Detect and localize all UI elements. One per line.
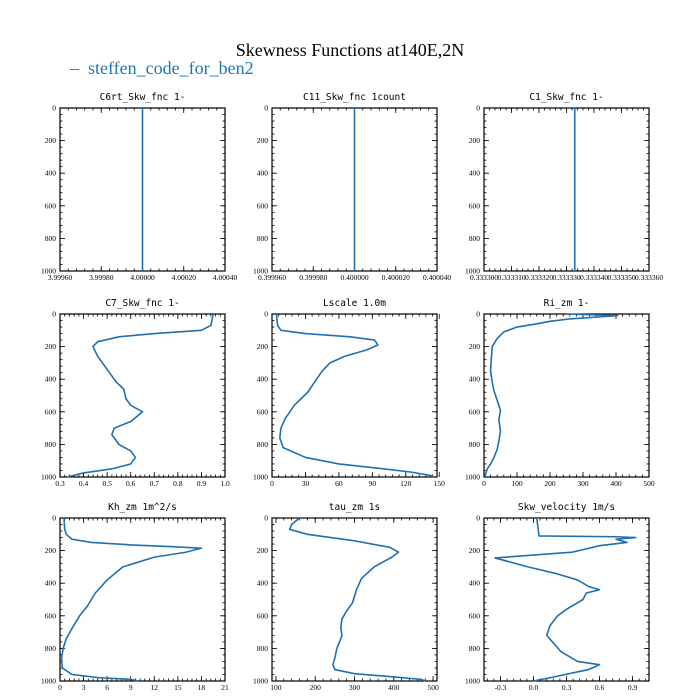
x-tick-label: 3.99960 — [47, 273, 73, 282]
y-tick-label: 600 — [44, 407, 56, 417]
panel-title: C1_Skw_fnc 1- — [529, 92, 604, 103]
panel-title: C6rt_Skw_fnc 1- — [99, 92, 186, 103]
y-tick-label: 200 — [256, 342, 268, 352]
plot-frame — [484, 108, 649, 271]
panel-title: Kh_zm 1m^2/s — [108, 502, 177, 513]
x-tick-label: 100 — [270, 683, 282, 692]
y-tick-label: 800 — [468, 643, 480, 653]
y-tick-label: 800 — [256, 233, 268, 243]
chart-panel — [465, 502, 649, 692]
y-tick-label: 800 — [44, 233, 56, 243]
x-tick-label: 9 — [128, 683, 133, 692]
chart-panel — [253, 298, 445, 488]
x-tick-label: 60 — [335, 479, 343, 488]
y-tick-label: 400 — [468, 578, 480, 588]
y-tick-label: 0 — [476, 513, 480, 523]
panel-grid — [41, 92, 663, 692]
profile-line — [276, 314, 433, 477]
x-tick-label: 200 — [309, 683, 321, 692]
y-tick-label: 800 — [256, 439, 268, 449]
x-tick-label: 4.00020 — [171, 273, 196, 282]
y-tick-label: 0 — [476, 309, 480, 319]
figure-title: Skewness Functions at140E,2N — [235, 40, 465, 60]
x-tick-label: 1.0 — [220, 479, 230, 488]
x-tick-label: 0.9 — [627, 683, 638, 692]
x-tick-label: 0.333360 — [634, 273, 664, 282]
y-tick-label: 400 — [468, 168, 480, 178]
y-tick-label: 200 — [44, 546, 56, 556]
x-tick-label: 0.333350 — [607, 273, 636, 282]
y-tick-label: 0 — [264, 103, 268, 113]
x-tick-label: 0.8 — [173, 479, 183, 488]
plot-frame — [60, 314, 225, 477]
x-tick-label: 0.399980 — [299, 273, 328, 282]
x-tick-label: 150 — [433, 479, 445, 488]
x-tick-label: 4.00000 — [130, 273, 155, 282]
profile-line — [290, 518, 426, 681]
x-tick-label: 0.9 — [196, 479, 207, 488]
x-tick-label: 3.99980 — [89, 273, 114, 282]
y-tick-label: 200 — [256, 546, 268, 556]
x-tick-label: 0.3 — [561, 683, 572, 692]
x-tick-label: 0.4 — [78, 479, 89, 488]
x-tick-label: 500 — [427, 683, 439, 692]
x-tick-label: 0.400000 — [340, 273, 369, 282]
y-tick-label: 1000 — [41, 676, 56, 686]
chart-panel — [253, 92, 451, 282]
y-tick-label: 200 — [44, 342, 56, 352]
x-tick-label: 400 — [388, 683, 400, 692]
panel-title: Ri_zm 1- — [543, 298, 590, 309]
y-tick-label: 400 — [256, 168, 268, 178]
legend-line-marker: – — [70, 58, 79, 78]
x-tick-label: 0 — [482, 479, 486, 488]
x-tick-label: 0.400040 — [422, 273, 452, 282]
x-tick-label: 0.333300 — [469, 273, 499, 282]
y-tick-label: 1000 — [41, 472, 56, 482]
y-tick-label: 1000 — [253, 472, 268, 482]
y-tick-label: 0 — [52, 309, 56, 319]
x-tick-label: 0.6 — [126, 479, 136, 488]
y-tick-label: 800 — [44, 439, 56, 449]
panel-title: C11_Skw_fnc 1count — [303, 92, 406, 103]
x-tick-label: 0.5 — [102, 479, 112, 488]
profile-line — [495, 518, 636, 681]
chart-panel — [253, 502, 439, 692]
y-tick-label: 600 — [44, 611, 56, 621]
x-tick-label: 120 — [400, 479, 412, 488]
x-tick-label: 400 — [610, 479, 622, 488]
y-tick-label: 800 — [468, 439, 480, 449]
y-tick-label: 1000 — [41, 266, 56, 276]
x-tick-label: 0.3 — [55, 479, 65, 488]
y-tick-label: 600 — [256, 201, 268, 211]
y-tick-label: 0 — [264, 309, 268, 319]
x-tick-label: 0.400020 — [381, 273, 410, 282]
x-tick-label: 300 — [348, 683, 361, 692]
y-tick-label: 200 — [44, 136, 56, 146]
x-tick-label: 90 — [368, 479, 377, 488]
x-tick-label: 0.333340 — [579, 273, 609, 282]
x-tick-label: 3 — [81, 683, 86, 692]
y-tick-label: 0 — [264, 513, 268, 523]
x-tick-label: -0.3 — [494, 683, 507, 692]
y-tick-label: 400 — [256, 578, 268, 588]
x-tick-label: 0.7 — [149, 479, 159, 488]
y-tick-label: 1000 — [253, 676, 268, 686]
y-tick-label: 0 — [52, 103, 56, 113]
y-tick-label: 1000 — [465, 676, 480, 686]
y-tick-label: 1000 — [465, 266, 480, 276]
x-tick-label: 4.00040 — [212, 273, 238, 282]
plot-frame — [272, 314, 437, 477]
y-tick-label: 200 — [468, 136, 480, 146]
x-tick-label: 21 — [221, 683, 229, 692]
y-tick-label: 400 — [44, 168, 56, 178]
x-tick-label: 0.399960 — [257, 273, 287, 282]
y-tick-label: 200 — [256, 136, 268, 146]
y-tick-label: 200 — [468, 342, 480, 352]
y-tick-label: 800 — [468, 233, 480, 243]
y-tick-label: 600 — [44, 201, 56, 211]
panel-title: Lscale 1.0m — [323, 298, 386, 309]
x-tick-label: 500 — [643, 479, 655, 488]
x-tick-label: 200 — [544, 479, 556, 488]
y-tick-label: 1000 — [465, 472, 480, 482]
x-tick-label: 6 — [105, 683, 110, 692]
y-tick-label: 0 — [476, 103, 480, 113]
x-tick-label: 0 — [270, 479, 274, 488]
chart-panel — [41, 502, 229, 692]
y-tick-label: 1000 — [253, 266, 268, 276]
panel-title: Skw_velocity 1m/s — [517, 502, 616, 513]
chart-panel — [41, 298, 230, 488]
x-tick-label: 15 — [174, 683, 182, 692]
x-tick-label: 100 — [511, 479, 523, 488]
y-tick-label: 0 — [52, 513, 56, 523]
panel-title: tau_zm 1s — [328, 502, 381, 513]
y-tick-label: 600 — [256, 407, 268, 417]
y-tick-label: 600 — [468, 201, 480, 211]
y-tick-label: 600 — [256, 611, 268, 621]
x-tick-label: 0.0 — [528, 683, 539, 692]
x-tick-label: 0.333330 — [552, 273, 581, 282]
panel-title: C7_Skw_fnc 1- — [105, 298, 180, 309]
y-tick-label: 200 — [468, 546, 480, 556]
chart-panel — [41, 92, 237, 282]
x-tick-label: 0.6 — [594, 683, 605, 692]
y-tick-label: 600 — [468, 407, 480, 417]
y-tick-label: 600 — [468, 611, 480, 621]
x-tick-label: 0.333320 — [524, 273, 554, 282]
profile-line — [67, 314, 213, 477]
y-tick-label: 400 — [44, 578, 56, 588]
x-tick-label: 12 — [150, 683, 159, 692]
legend-series-label: steffen_code_for_ben2 — [88, 58, 254, 78]
x-tick-label: 18 — [197, 683, 206, 692]
x-tick-label: 0.333310 — [497, 273, 526, 282]
x-tick-label: 0 — [58, 683, 62, 692]
x-tick-label: 30 — [301, 479, 310, 488]
x-tick-label: 300 — [577, 479, 589, 488]
chart-panel — [465, 92, 663, 282]
plot-frame — [484, 314, 649, 477]
profile-line — [62, 518, 202, 681]
y-tick-label: 400 — [44, 374, 56, 384]
y-tick-label: 800 — [44, 643, 56, 653]
legend — [69, 58, 254, 78]
profile-line — [485, 314, 618, 477]
plot-frame — [60, 518, 225, 681]
y-tick-label: 400 — [468, 374, 480, 384]
y-tick-label: 800 — [256, 643, 268, 653]
chart-panel — [465, 298, 655, 488]
plot-frame — [272, 518, 437, 681]
y-tick-label: 400 — [256, 374, 268, 384]
